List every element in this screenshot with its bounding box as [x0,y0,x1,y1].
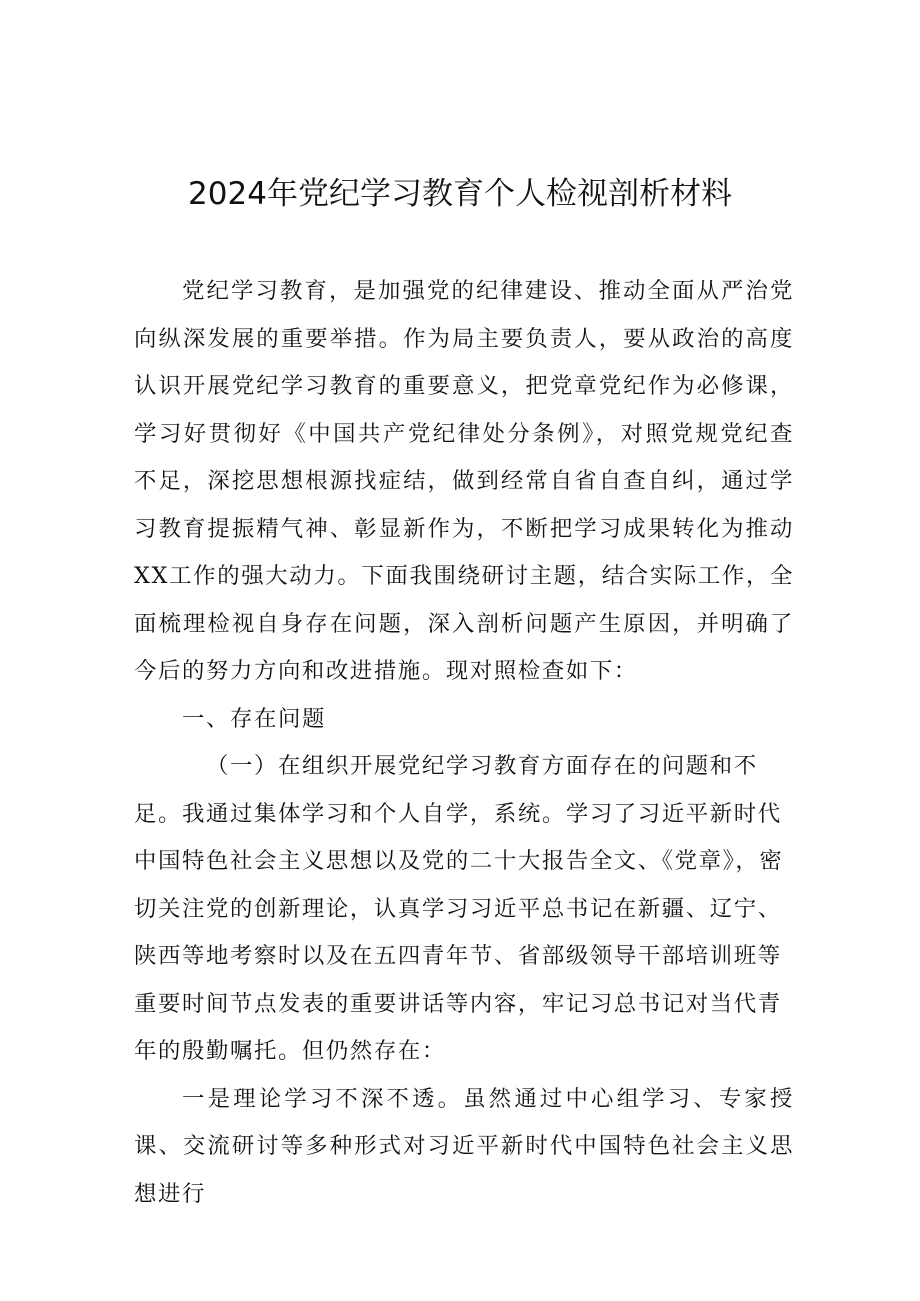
subsection-paragraph-1: （一）在组织开展党纪学习教育方面存在的问题和不足。我通过集体学习和个人自学，系统。学习了习近平新时代中国特色社会主义思想以及党的二十大报告全文、《党章》，密切关注党的创新理论，认真学习习近平总书记在新疆、辽宁、陕西等地考察时以及在五四青年节、省部级领导干部培训班等重要时间节点发表的重要讲话等内容，牢记习总书记对当代青年的殷勤嘱托。但仍然存在： [134,753,784,1064]
point-paragraph-1: 一是理论学习不深不透。虽然通过中心组学习、专家授课、交流研讨等多种形式对习近平新时代中国特色社会主义思想进行 [134,1085,794,1207]
document-body [134,268,794,1218]
section-heading-problems: 一、存在问题 [182,705,326,732]
document-title: 2024年党纪学习教育个人检视剖析材料 [188,176,732,212]
intro-paragraph: 党纪学习教育，是加强党的纪律建设、推动全面从严治党向纵深发展的重要举措。作为局主要负责人，要从政治的高度认识开展党纪学习教育的重要意义，把党章党纪作为必修课，学习好贯彻好《中国共产党纪律处分条例》，对照党规党纪查不足，深挖思想根源找症结，做到经常自省自查自纠，通过学习教育提振精气神、彰显新作为，不断把学习成果转化为推动XX工作的强大动力。下面我围绕研讨主题，结合实际工作，全面梳理检视自身存在问题，深入剖析问题产生原因，并明确了今后的努力方向和改进措施。现对照检查如下： [134,278,794,684]
